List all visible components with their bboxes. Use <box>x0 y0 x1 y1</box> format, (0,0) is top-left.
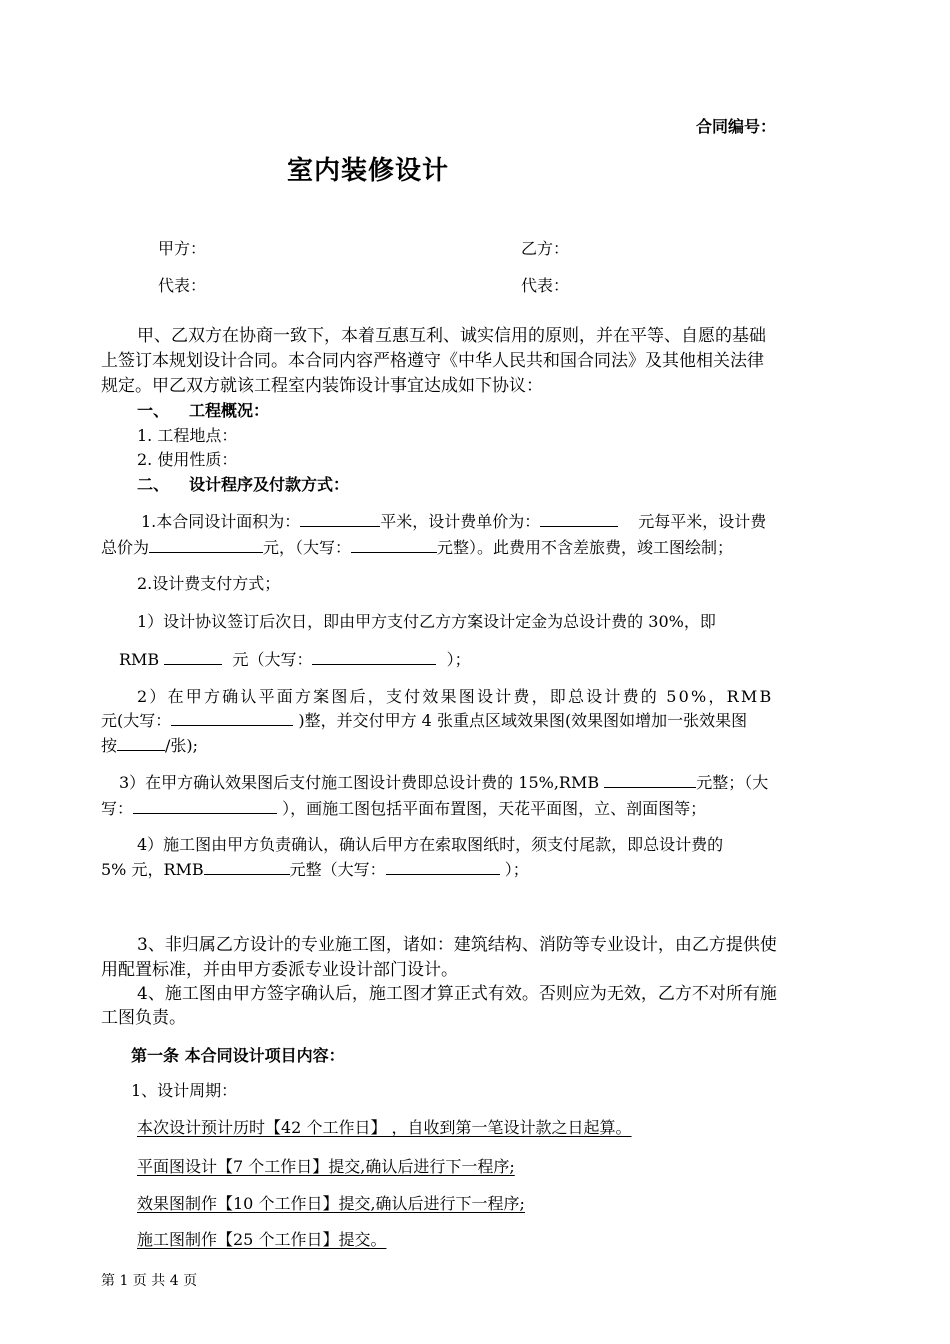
unit-price-blank <box>540 512 618 527</box>
schedule-construction-drawing: 施工图制作【25 个工作日】提交。 <box>137 1230 387 1249</box>
construction-drawing-scope: ），画施工图包括平面布置图，天花平面图，立、剖面图等； <box>282 799 707 818</box>
final-payment-amount-line <box>101 857 529 880</box>
party-a-label: 甲方： <box>158 239 207 258</box>
final-payment-rmb-label: 5% 元，RMB <box>101 860 204 879</box>
schedule-rendering: 效果图制作【10 个工作日】提交,确认后进行下一程序; <box>137 1194 525 1213</box>
section-1-heading <box>137 398 269 421</box>
final-payment-rmb-blank <box>204 860 290 875</box>
construction-capital-label: 写： <box>101 799 134 818</box>
rendering-fee-capital-line <box>101 708 747 731</box>
deposit-rmb-blank <box>164 650 222 665</box>
deposit-capital-blank <box>312 650 436 665</box>
final-payment-closing: ）； <box>504 860 529 879</box>
schedule-floor-plan: 平面图设计【7 个工作日】提交,确认后进行下一程序; <box>137 1157 515 1176</box>
project-location-label: 1. 工程地点： <box>137 426 238 445</box>
section-2-title: 设计程序及付款方式： <box>189 475 350 494</box>
deposit-closing: ）； <box>446 650 471 669</box>
article-1-heading: 第一条 本合同设计项目内容： <box>131 1046 345 1065</box>
clause-3-line-1: 3、非归属乙方设计的专业施工图，诸如：建筑结构、消防等专业设计，由乙方提供使 <box>137 935 777 955</box>
project-usage-label: 2. 使用性质： <box>137 450 238 469</box>
total-fee-line <box>101 535 733 558</box>
party-a-representative-label: 代表： <box>158 276 207 295</box>
final-payment-capital-blank <box>386 860 500 875</box>
extra-rendering-line <box>101 733 198 756</box>
deposit-amount-line <box>119 647 471 670</box>
construction-fee-line <box>119 770 768 793</box>
design-area-line <box>141 509 766 532</box>
clause-4-line-1: 4、施工图由甲方签字确认后，施工图才算正式有效。否则应为无效，乙方不对所有施 <box>137 984 777 1004</box>
rmb-label: RMB <box>119 650 160 669</box>
clause-4-line-2: 工图负责。 <box>101 1008 186 1028</box>
construction-fee-capital-line <box>101 796 706 819</box>
per-sqm-label: 元每平米，设计费 <box>638 512 767 531</box>
total-fee-blank <box>149 538 263 553</box>
schedule-total: 本次设计预计历时【42 个工作日】 ，自收到第一笔设计款之日起算。 <box>137 1118 632 1137</box>
total-fee-capital-blank <box>351 538 437 553</box>
section-1-number: 一、 <box>137 401 170 420</box>
area-blank <box>300 512 380 527</box>
total-fee-label: 总价为 <box>101 538 150 557</box>
unit-price-label: 平米，设计费单价为： <box>380 512 541 531</box>
extra-rendering-unit: /张); <box>165 736 199 755</box>
extra-rendering-label: 按 <box>101 736 118 755</box>
rendering-delivery-note: )整，并交付甲方 4 张重点区域效果图(效果图如增加一张效果图 <box>298 711 748 730</box>
construction-fee-blank <box>604 773 696 788</box>
party-b-label: 乙方： <box>521 239 570 258</box>
clause-3-line-2: 用配置标准，并由甲方委派专业设计部门设计。 <box>101 960 458 980</box>
page-number-footer: 第 1 页 共 4 页 <box>101 1273 198 1289</box>
section-1-title: 工程概况： <box>189 401 270 420</box>
construction-fee-label: 3）在甲方确认效果图后支付施工图设计费即总设计费的 15%,RMB <box>119 773 600 792</box>
party-b-representative-label: 代表： <box>521 276 570 295</box>
intro-line-3: 规定。甲乙双方就该工程室内装饰设计事宜达成如下协议： <box>101 376 543 396</box>
deposit-line: 1）设计协议签订后次日，即由甲方支付乙方方案设计定金为总设计费的 30%，即 <box>137 612 716 631</box>
final-payment-line: 4）施工图由甲方负责确认，确认后甲方在索取图纸时，须支付尾款，即总设计费的 <box>137 835 724 854</box>
contract-number-label: 合同编号： <box>696 117 777 136</box>
construction-capital-blank <box>133 799 277 814</box>
design-cycle-label: 1、设计周期： <box>131 1081 238 1100</box>
design-area-label: 1.本合同设计面积为： <box>141 512 301 531</box>
extra-rendering-price-blank <box>117 736 165 751</box>
construction-fee-unit: 元整；（大 <box>696 773 769 792</box>
rendering-capital-blank <box>171 711 293 726</box>
total-fee-capital-label: 元，（大写： <box>263 538 352 557</box>
intro-line-2: 上签订本规划设计合同。本合同内容严格遵守《中华人民共和国合同法》及其他相关法律 <box>101 351 764 371</box>
intro-line-1: 甲、乙双方在协商一致下，本着互惠互利、诚实信用的原则，并在平等、自愿的基础 <box>137 326 766 346</box>
deposit-capital-label: 元（大写： <box>232 650 313 669</box>
section-2-number: 二、 <box>137 475 170 494</box>
total-fee-note: 元整）。此费用不含差旅费，竣工图绘制； <box>437 538 734 557</box>
section-2-heading <box>137 472 349 495</box>
rendering-fee-line: 2）在甲方确认平面方案图后，支付效果图设计费，即总设计费的 50%，RMB <box>137 687 774 706</box>
final-payment-capital-label: 元整（大写： <box>289 860 386 879</box>
page-title: 室内装修设计 <box>287 156 450 186</box>
rendering-capital-label: 元(大写： <box>101 711 172 730</box>
payment-method-label: 2.设计费支付方式； <box>137 574 281 593</box>
